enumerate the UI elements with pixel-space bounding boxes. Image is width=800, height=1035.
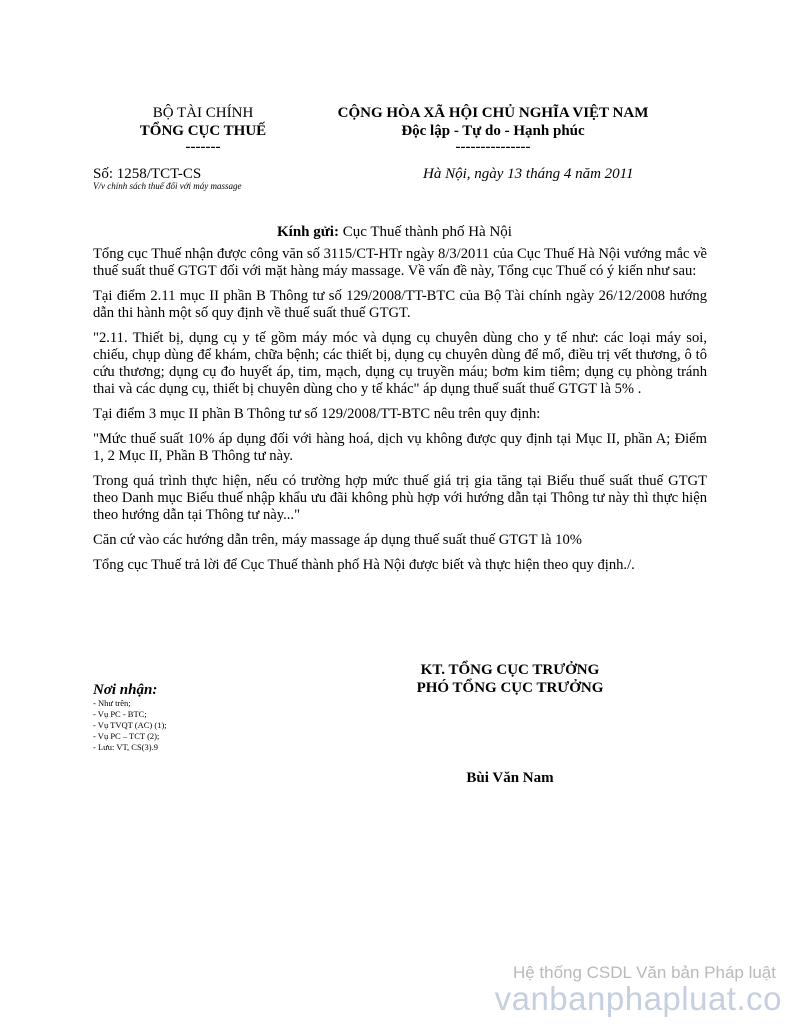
national-header bbox=[300, 104, 686, 154]
country-name: CỘNG HÒA XÃ HỘI CHỦ NGHĨA VIỆT NAM bbox=[337, 105, 649, 121]
body-paragraph: Tại điểm 3 mục II phần B Thông tư số 129/2008/TT-BTC nêu trên quy định: bbox=[93, 406, 541, 422]
body-paragraph: Tổng cục Thuế nhận được công văn số 3115/CT-HTr ngày 8/3/2011 của Cục Thuế Hà Nội vướng mắc về thuế suất thuế GTGT đối với mặt hàng máy massage. Về vấn đề này, Tổng cục Thuế có ý kiến như sau: bbox=[93, 246, 707, 279]
watermark-site: vanbanphapluat.co bbox=[494, 980, 782, 1017]
recipient-label: Kính gửi: bbox=[277, 224, 339, 240]
recipient-item: - Vụ PC - BTC; bbox=[93, 709, 147, 719]
recipients-list bbox=[93, 698, 167, 753]
body-paragraph: Căn cứ vào các hướng dẫn trên, máy massage áp dụng thuế suất thuế GTGT là 10% bbox=[93, 532, 582, 548]
body-paragraph: "2.11. Thiết bị, dụng cụ y tế gồm máy móc và dụng cụ chuyên dùng cho y tế như: các loại máy soi, chiếu, chụp dùng để khám, chữa bệnh; các thiết bị, dụng cụ chuyên dùng để mổ, điều trị vết thương, ô tô cứu thương; dụng cụ đo huyết áp, tim, mạch, dụng cụ truyền máu; bơm kim tiêm; dụng cụ phòng tránh thai và các dụng cụ, thiết bị chuyên dùng cho y tế khác" áp dụng thuế suất thuế GTGT là 5% . bbox=[93, 330, 707, 397]
body-paragraph: "Mức thuế suất 10% áp dụng đối với hàng hoá, dịch vụ không được quy định tại Mục II, phần A; Điểm 1, 2 Mục II, Phần B Thông tư này. bbox=[93, 431, 707, 464]
department-name: TỔNG CỤC THUẾ bbox=[139, 123, 267, 139]
body-paragraph: Trong quá trình thực hiện, nếu có trường hợp mức thuế giá trị gia tăng tại Biểu thuế suất thuế GTGT theo Danh mục Biểu thuế nhập khẩu ưu đãi không phù hợp với hướng dẫn tại Thông tư này thì thực hiện theo hướng dẫn tại Thông tư này..." bbox=[93, 473, 707, 523]
signature-block bbox=[395, 661, 625, 697]
ministry-name: BỘ TÀI CHÍNH bbox=[152, 105, 254, 121]
recipient-item: - Như trên; bbox=[93, 698, 131, 708]
national-motto: Độc lập - Tự do - Hạnh phúc bbox=[401, 123, 585, 139]
signer-name: Bùi Văn Nam bbox=[466, 770, 554, 786]
issuer-divider: ------- bbox=[185, 139, 221, 155]
recipient-line bbox=[277, 223, 512, 241]
recipient-item: - Lưu: VT, CS(3).9 bbox=[93, 742, 158, 752]
recipient-item: - Vụ TVQT (AC) (1); bbox=[93, 720, 167, 730]
motto-divider: --------------- bbox=[455, 139, 531, 155]
issuer-block bbox=[118, 104, 288, 154]
signature-title-1: KT. TỔNG CỤC TRƯỞNG bbox=[420, 662, 600, 678]
letter-body bbox=[93, 246, 707, 582]
body-paragraph: Tổng cục Thuế trả lời để Cục Thuế thành phố Hà Nội được biết và thực hiện theo quy định./. bbox=[93, 557, 635, 573]
recipient-name: Cục Thuế thành phố Hà Nội bbox=[342, 224, 512, 240]
document-number: Số: 1258/TCT-CS bbox=[93, 166, 202, 182]
watermark-caption: Hệ thống CSDL Văn bản Pháp luật bbox=[512, 963, 776, 982]
body-paragraph: Tại điểm 2.11 mục II phần B Thông tư số 129/2008/TT-BTC của Bộ Tài chính ngày 26/12/2008 hướng dẫn thi hành một số quy định về thuế suất thuế GTGT. bbox=[93, 288, 707, 321]
place-date: Hà Nội, ngày 13 tháng 4 năm 2011 bbox=[423, 166, 634, 182]
document-subject: V/v chính sách thuế đối với máy massage bbox=[93, 181, 242, 191]
recipients-title: Nơi nhận: bbox=[93, 682, 158, 698]
signature-title-2: PHÓ TỔNG CỤC TRƯỞNG bbox=[416, 680, 604, 696]
recipient-item: - Vụ PC – TCT (2); bbox=[93, 731, 160, 741]
